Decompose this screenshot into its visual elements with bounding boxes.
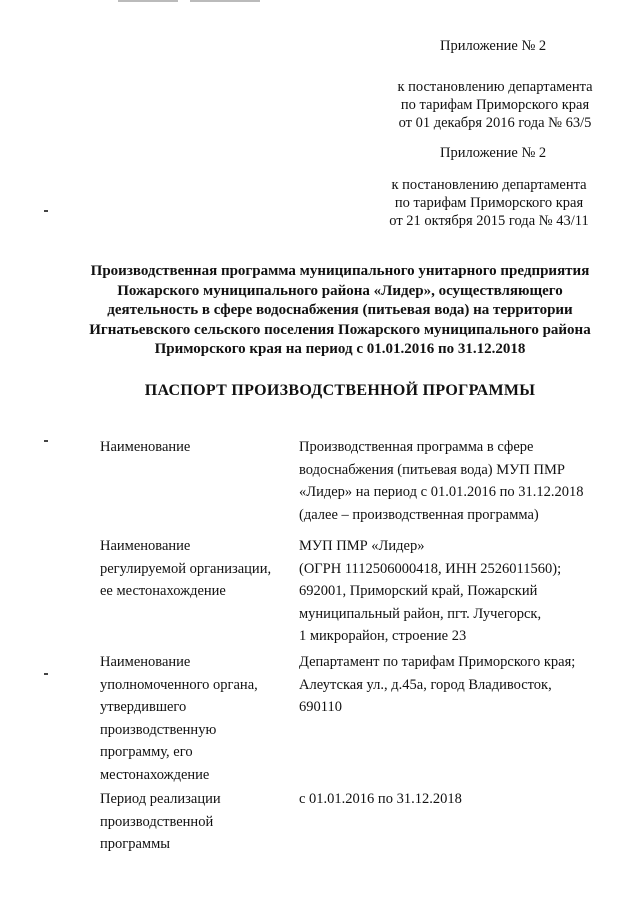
value-line: (ОГРН 1112506000418, ИНН 2526011560); bbox=[299, 560, 562, 577]
value-line: Производственная программа в сфере bbox=[299, 439, 534, 455]
row-label-name bbox=[100, 436, 290, 459]
value-line: 690110 bbox=[299, 699, 342, 715]
row-value-organization bbox=[299, 535, 609, 648]
label-line: производственной bbox=[100, 813, 214, 830]
appendix-reference bbox=[380, 78, 610, 132]
label-line: регулируемой организации, bbox=[100, 560, 272, 577]
appendix-title: Приложение № 2 bbox=[440, 145, 547, 161]
label-line: Наименование bbox=[100, 538, 191, 554]
label-line: утвердившего bbox=[100, 699, 187, 715]
value-line: Департамент по тарифам Приморского края; bbox=[299, 654, 576, 670]
label-line: производственную bbox=[100, 721, 217, 738]
value-line: МУП ПМР «Лидер» bbox=[299, 538, 425, 554]
value-line: «Лидер» на период с 01.01.2016 по 31.12.2018 bbox=[299, 484, 584, 500]
appendix-reference-line: по тарифам Приморского края bbox=[394, 195, 584, 211]
value-line: с 01.01.2016 по 31.12.2018 bbox=[299, 791, 462, 807]
row-value-name bbox=[299, 436, 609, 526]
program-heading bbox=[80, 262, 600, 360]
value-line: 1 микрорайон, строение 23 bbox=[299, 628, 467, 644]
row-value-period bbox=[299, 788, 609, 811]
heading-line: Пожарского муниципального района «Лидер», осуществляющего bbox=[117, 282, 563, 299]
appendix-reference-line: к постановлению департамента bbox=[391, 177, 587, 193]
passport-title: ПАСПОРТ ПРОИЗВОДСТВЕННОЙ ПРОГРАММЫ bbox=[144, 382, 536, 399]
appendix-reference-line: от 21 октября 2015 года № 43/11 bbox=[389, 213, 589, 229]
row-label-period bbox=[100, 788, 290, 856]
appendix-reference-line: по тарифам Приморского края bbox=[400, 97, 590, 113]
value-line: Алеутская ул., д.45а, город Владивосток, bbox=[299, 676, 552, 693]
value-line: (далее – производственная программа) bbox=[299, 506, 539, 523]
label-line: Период реализации bbox=[100, 791, 221, 807]
label-line: Наименование bbox=[100, 439, 191, 455]
appendix-title: Приложение № 2 bbox=[440, 38, 547, 54]
label-line: местонахождение bbox=[100, 766, 210, 783]
label-line: ее местонахождение bbox=[100, 583, 226, 599]
value-line: водоснабжения (питьевая вода) МУП ПМР bbox=[299, 461, 565, 478]
row-label-organization bbox=[100, 535, 290, 603]
appendix-reference-line: к постановлению департамента bbox=[397, 79, 593, 95]
appendix-reference-line: от 01 декабря 2016 года № 63/5 bbox=[398, 115, 592, 131]
scan-artifact bbox=[118, 0, 178, 2]
scan-margin-mark bbox=[44, 210, 48, 212]
label-line: программы bbox=[100, 836, 170, 852]
heading-line: Производственная программа муниципального унитарного предприятия bbox=[90, 263, 590, 279]
appendix-reference bbox=[374, 176, 604, 230]
row-label-authority bbox=[100, 651, 290, 786]
scan-margin-mark bbox=[44, 440, 48, 442]
label-line: уполномоченного органа, bbox=[100, 676, 258, 693]
scan-artifact bbox=[190, 0, 260, 2]
value-line: муниципальный район, пгт. Лучегорск, bbox=[299, 605, 542, 622]
row-value-authority bbox=[299, 651, 609, 719]
heading-line: Приморского края на период с 01.01.2016 по 31.12.2018 bbox=[154, 341, 526, 357]
heading-line: Игнатьевского сельского поселения Пожарского муниципального района bbox=[89, 321, 591, 338]
label-line: Наименование bbox=[100, 654, 191, 670]
scan-margin-mark bbox=[44, 673, 48, 675]
value-line: 692001, Приморский край, Пожарский bbox=[299, 583, 538, 599]
heading-line: деятельность в сфере водоснабжения (питьевая вода) на территории bbox=[107, 302, 573, 318]
label-line: программу, его bbox=[100, 744, 193, 760]
